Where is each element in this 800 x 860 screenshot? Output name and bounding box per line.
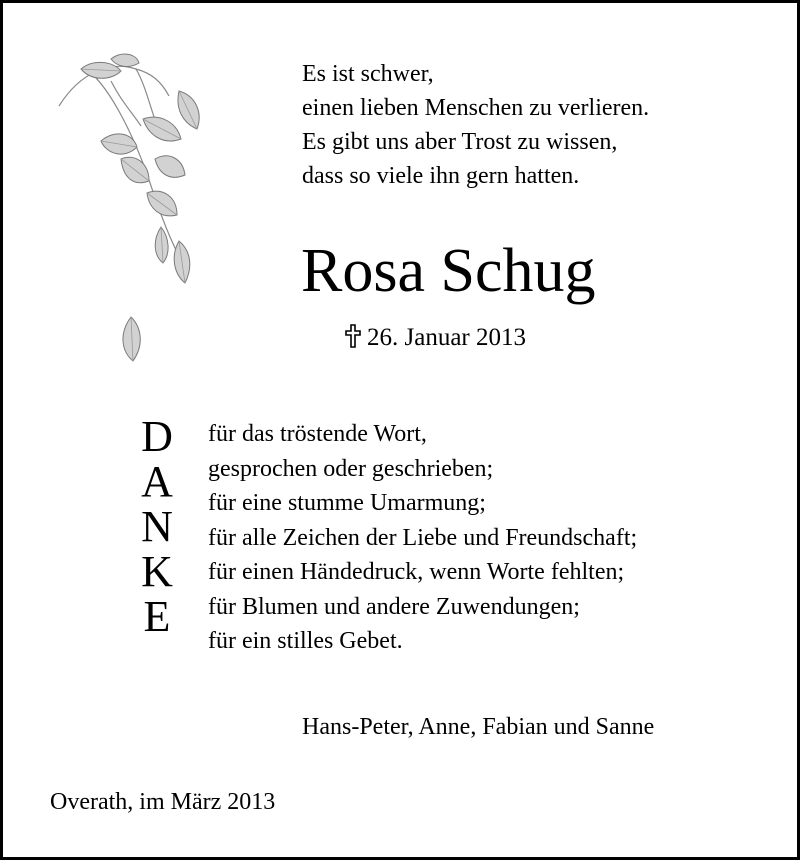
thanks-list bbox=[208, 417, 637, 659]
thanks-line: für alle Zeichen der Liebe und Freundschaft; bbox=[208, 524, 638, 551]
verse-line: dass so viele ihn gern hatten. bbox=[302, 163, 580, 189]
cross-icon bbox=[345, 324, 361, 348]
verse-line: Es gibt uns aber Trost zu wissen, bbox=[302, 129, 618, 155]
thanks-line: für Blumen und andere Zuwendungen; bbox=[208, 593, 580, 620]
birch-branch-icon bbox=[51, 51, 211, 381]
thanks-line: für ein stilles Gebet. bbox=[208, 628, 403, 654]
danke-acrostic bbox=[135, 414, 179, 639]
signers: Hans-Peter, Anne, Fabian und Sanne bbox=[302, 714, 655, 740]
thanks-line: gesprochen oder geschrieben; bbox=[208, 455, 494, 482]
thanks-line: für das tröstende Wort, bbox=[208, 421, 427, 447]
place-date: Overath, im März 2013 bbox=[50, 789, 276, 815]
death-date: 26. Januar 2013 bbox=[367, 324, 526, 351]
verse-line: einen lieben Menschen zu verlieren. bbox=[302, 95, 650, 121]
death-date-line bbox=[345, 321, 526, 355]
deceased-name: Rosa Schug bbox=[301, 237, 596, 305]
danke-letter: A bbox=[141, 457, 173, 506]
danke-letter: E bbox=[143, 592, 171, 641]
thanks-line: für einen Händedruck, wenn Worte fehlten; bbox=[208, 559, 625, 585]
danke-letter: D bbox=[141, 412, 173, 461]
verse-line: Es ist schwer, bbox=[302, 61, 434, 87]
thanks-line: für eine stumme Umarmung; bbox=[208, 490, 486, 516]
verse bbox=[302, 57, 649, 193]
danke-letter: K bbox=[141, 547, 173, 596]
danke-letter: N bbox=[141, 502, 173, 551]
